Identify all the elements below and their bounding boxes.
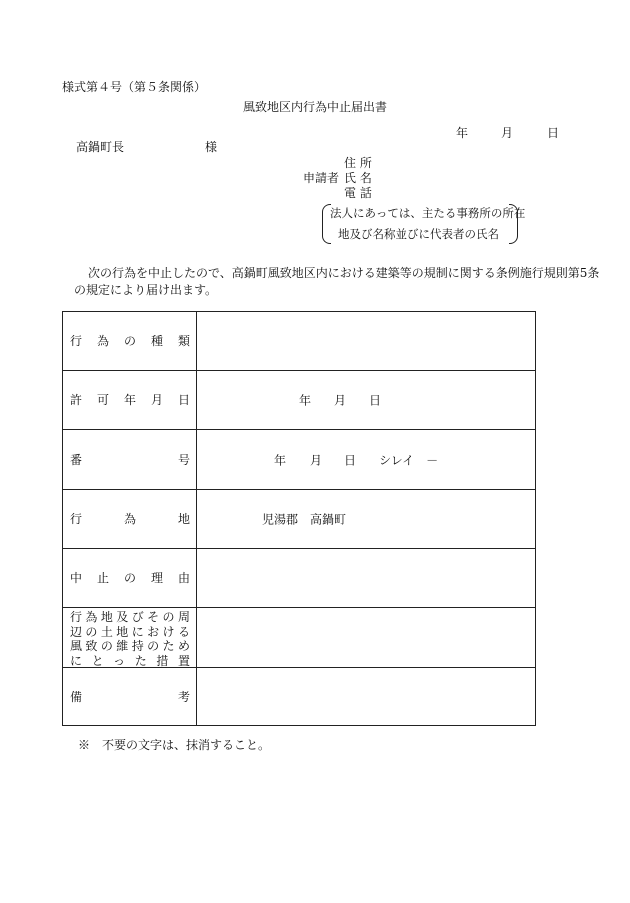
measures-label-line: にとった措置 [70, 653, 190, 668]
label-cell [63, 490, 197, 548]
body-line-1: 次の行為を中止したので、高鍋町風致地区内における建築等の規制に関する条例施行規則第5条 [88, 266, 600, 280]
table-row-number [63, 430, 535, 490]
body-line-2: の規定により届け出ます。 [74, 283, 218, 297]
label-cell [63, 668, 197, 725]
table-row-action-type [63, 312, 535, 371]
permit-date-month: 月 [334, 393, 347, 408]
document-title: 風致地区内行為中止届出書 [242, 100, 387, 114]
action-type-label: 行為の種類 [70, 334, 190, 348]
corporation-note [322, 204, 526, 242]
date-month-label: 月 [501, 126, 514, 140]
table-row-measures [63, 608, 535, 668]
number-month: 月 [310, 453, 323, 467]
label-cell [63, 312, 197, 370]
notification-table [62, 311, 536, 726]
corporation-note-line1: 法人にあっては、主たる事務所の所在 [330, 206, 526, 220]
location-label: 行為地 [70, 512, 190, 526]
measures-label [70, 610, 190, 668]
footnote: ※ 不要の文字は、抹消すること。 [78, 738, 271, 752]
form-number: 様式第４号（第５条関係） [62, 80, 207, 94]
label-cell [63, 608, 197, 667]
measures-label-line: 風致の維持のため [70, 639, 190, 653]
permit-date-year: 年 [299, 393, 312, 408]
number-day: 日 [344, 453, 357, 467]
measures-label-line: 辺の土地における [70, 624, 190, 639]
table-row-permit-date [63, 371, 535, 430]
bracket-right [509, 204, 518, 244]
table-row-location [63, 490, 535, 549]
applicant-label: 申請者 [303, 171, 340, 185]
table-row-remarks [63, 668, 535, 725]
addressee-name: 高鍋町長 [76, 140, 125, 154]
measures-label-line: 行為地及びその周 [70, 610, 190, 624]
number-suffix: シレイ － [379, 453, 439, 467]
label-cell [63, 549, 197, 607]
permit-date-day: 日 [369, 393, 382, 408]
reason-label: 中止の理由 [70, 571, 190, 585]
tel-label: 電 話 [344, 186, 372, 200]
number-year: 年 [274, 453, 287, 467]
remarks-label: 備考 [70, 689, 190, 704]
date-day-label: 日 [547, 126, 560, 140]
addressee-honorific: 様 [205, 140, 218, 154]
location-value: 児湯郡 高鍋町 [262, 512, 347, 527]
table-row-reason [63, 549, 535, 608]
permit-date-label: 許可年月日 [70, 393, 190, 407]
address-label: 住 所 [344, 156, 372, 170]
corporation-note-line2: 地及び名称並びに代表者の氏名 [338, 227, 499, 241]
label-cell [63, 371, 197, 429]
name-label: 氏 名 [344, 171, 372, 185]
number-label: 番号 [70, 452, 190, 467]
label-cell [63, 430, 197, 489]
date-year-label: 年 [456, 126, 469, 140]
